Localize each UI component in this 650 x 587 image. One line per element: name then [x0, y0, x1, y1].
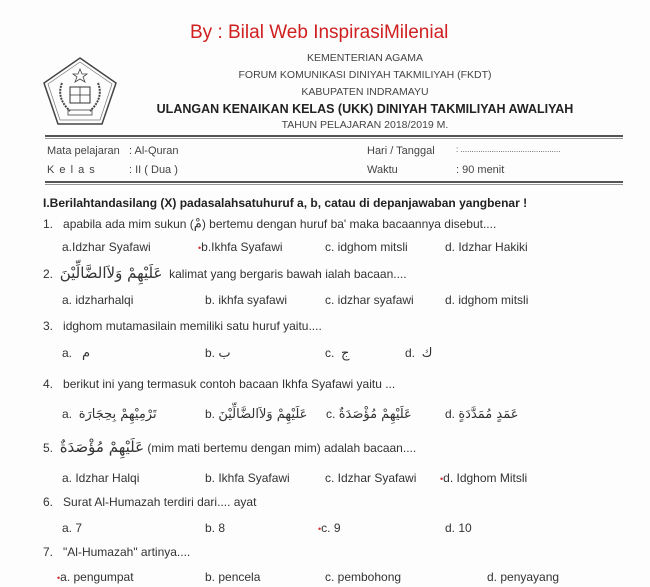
watermark: By : Bilal Web InspirasiMilenial	[190, 22, 449, 43]
answer-mark: •	[318, 524, 322, 534]
option-c[interactable]	[325, 346, 349, 361]
question-3	[43, 319, 322, 333]
question-4	[43, 377, 395, 391]
option-label: c. 9	[321, 521, 341, 535]
day-label: Hari / Tanggal	[367, 145, 435, 157]
question-7	[43, 545, 190, 559]
header-divider	[45, 135, 623, 139]
class-label: K e l a s	[47, 164, 96, 176]
question-number: 6.	[43, 495, 54, 509]
option-b[interactable]	[205, 407, 307, 422]
question-text: Surat Al-Humazah terdiri dari.... ayat	[63, 495, 257, 509]
question-text: apabila ada mim sukun (	[63, 217, 194, 231]
arabic-text: عَمَدٍ مُمَدَّدَةٍ	[458, 407, 519, 422]
question-text: berikut ini yang termasuk contoh bacaan Ikhfa Syafawi yaitu ...	[63, 377, 396, 391]
exam-title: ULANGAN KENAIKAN KELAS (UKK) DINIYAH TAKMILIYAH AWALIYAH	[156, 102, 574, 116]
question-text: "Al-Humazah" artinya....	[63, 545, 191, 559]
option-b[interactable]	[198, 240, 283, 254]
option-a[interactable]: a. Idzhar Halqi	[62, 471, 140, 485]
option-label: a.	[62, 407, 73, 421]
question-number: 4.	[43, 377, 54, 391]
option-a[interactable]	[62, 407, 157, 422]
option-label: d. Idghom Mitsli	[443, 471, 528, 485]
header-ministry: KEMENTERIAN AGAMA	[306, 52, 424, 64]
question-text: ) bertemu dengan huruf ba' maka bacaannya disebut....	[201, 217, 497, 231]
option-label: a. pengumpat	[60, 570, 134, 584]
question-1	[43, 217, 496, 232]
option-b[interactable]: b. ikhfa syafawi	[205, 293, 288, 307]
arabic-letter: ك	[421, 346, 433, 361]
option-a[interactable]: a. 7	[62, 521, 83, 535]
question-2	[43, 264, 407, 282]
question-number: 2.	[43, 267, 54, 281]
time-value: : 90 menit	[456, 164, 505, 176]
question-5	[43, 438, 416, 456]
info-divider	[45, 181, 623, 185]
arabic-text: مْ	[193, 217, 202, 232]
option-c[interactable]: c. idghom mitsli	[325, 240, 408, 254]
question-number: 3.	[43, 319, 54, 333]
option-label: d.	[445, 407, 456, 421]
question-text: kalimat yang bergaris bawah ialah bacaan....	[169, 267, 407, 281]
option-label: c.	[326, 407, 336, 421]
option-c[interactable]: c. Idzhar Syafawi	[325, 471, 417, 485]
option-b[interactable]: b. Ikhfa Syafawi	[205, 471, 290, 485]
option-label: c.	[325, 346, 335, 360]
time-label: Waktu	[367, 164, 398, 176]
option-d[interactable]: d. penyayang	[487, 570, 560, 584]
question-text: (mim mati bertemu dengan mim) adalah bacaan....	[147, 441, 417, 455]
header-forum: FORUM KOMUNIKASI DINIYAH TAKMILIYAH (FKDT)	[238, 69, 492, 81]
option-a[interactable]	[62, 346, 90, 361]
day-value: : .............................................	[456, 145, 561, 154]
question-text: idghom mutamasilain memiliki satu huruf yaitu....	[63, 319, 322, 333]
arabic-text: تَرْمِيْهِمْ بِحِجَارَة	[78, 407, 157, 422]
question-number: 1.	[43, 217, 54, 231]
option-label: b.Ikhfa Syafawi	[201, 240, 283, 254]
option-a[interactable]: a. idzharhalqi	[62, 293, 134, 307]
academic-year: TAHUN PELAJARAN 2018/2019 M.	[281, 119, 449, 131]
arabic-text: عَلَيْهِمْ مُؤْصَدَةٌ	[338, 407, 412, 422]
question-number: 5.	[43, 441, 54, 455]
arabic-text: عَلَيْهِمْ وَلاَالضَّالِّيْنَ	[59, 264, 163, 282]
option-c[interactable]: c. pembohong	[325, 570, 402, 584]
option-c[interactable]	[326, 407, 412, 422]
option-b[interactable]	[205, 346, 231, 361]
arabic-letter: م	[82, 346, 91, 361]
subject-label: Mata pelajaran	[47, 145, 120, 157]
arabic-letter: ب	[218, 346, 231, 361]
question-number: 7.	[43, 545, 54, 559]
option-b[interactable]: b. 8	[205, 521, 226, 535]
option-c[interactable]: c. idzhar syafawi	[325, 293, 414, 307]
option-d[interactable]	[445, 407, 519, 422]
option-d[interactable]	[405, 346, 432, 361]
option-d[interactable]: d. Idzhar Hakiki	[445, 240, 528, 254]
option-a[interactable]: a.Idzhar Syafawi	[62, 240, 151, 254]
option-d[interactable]	[440, 471, 527, 485]
instruction: I.Berilahtandasilang (X) padasalahsatuhuruf a, b, catau di depanjawaban yangbenar !	[43, 196, 528, 210]
option-label: b.	[205, 346, 216, 360]
answer-mark: •	[440, 474, 444, 484]
answer-mark: •	[198, 243, 202, 253]
arabic-text: عَلَيْهِمْ وَلاَالضَّالِّيْنَ	[218, 407, 308, 422]
question-6	[43, 495, 256, 509]
arabic-text: عَلَيْهِمْ مُؤْصَدَةٌ	[59, 438, 145, 456]
subject-value: : Al-Quran	[129, 145, 179, 157]
arabic-letter: ج	[341, 346, 350, 361]
class-value: : II ( Dua )	[129, 164, 178, 176]
option-label: d.	[405, 346, 416, 360]
option-label: a.	[62, 346, 73, 360]
option-b[interactable]: b. pencela	[205, 570, 261, 584]
answer-mark: •	[57, 573, 61, 583]
option-d[interactable]: d. 10	[445, 521, 472, 535]
option-label: b.	[205, 407, 216, 421]
option-d[interactable]: d. idghom mitsli	[445, 293, 529, 307]
option-a[interactable]	[57, 570, 134, 584]
option-c[interactable]	[318, 521, 341, 535]
header-regency: KABUPATEN INDRAMAYU	[301, 86, 429, 98]
